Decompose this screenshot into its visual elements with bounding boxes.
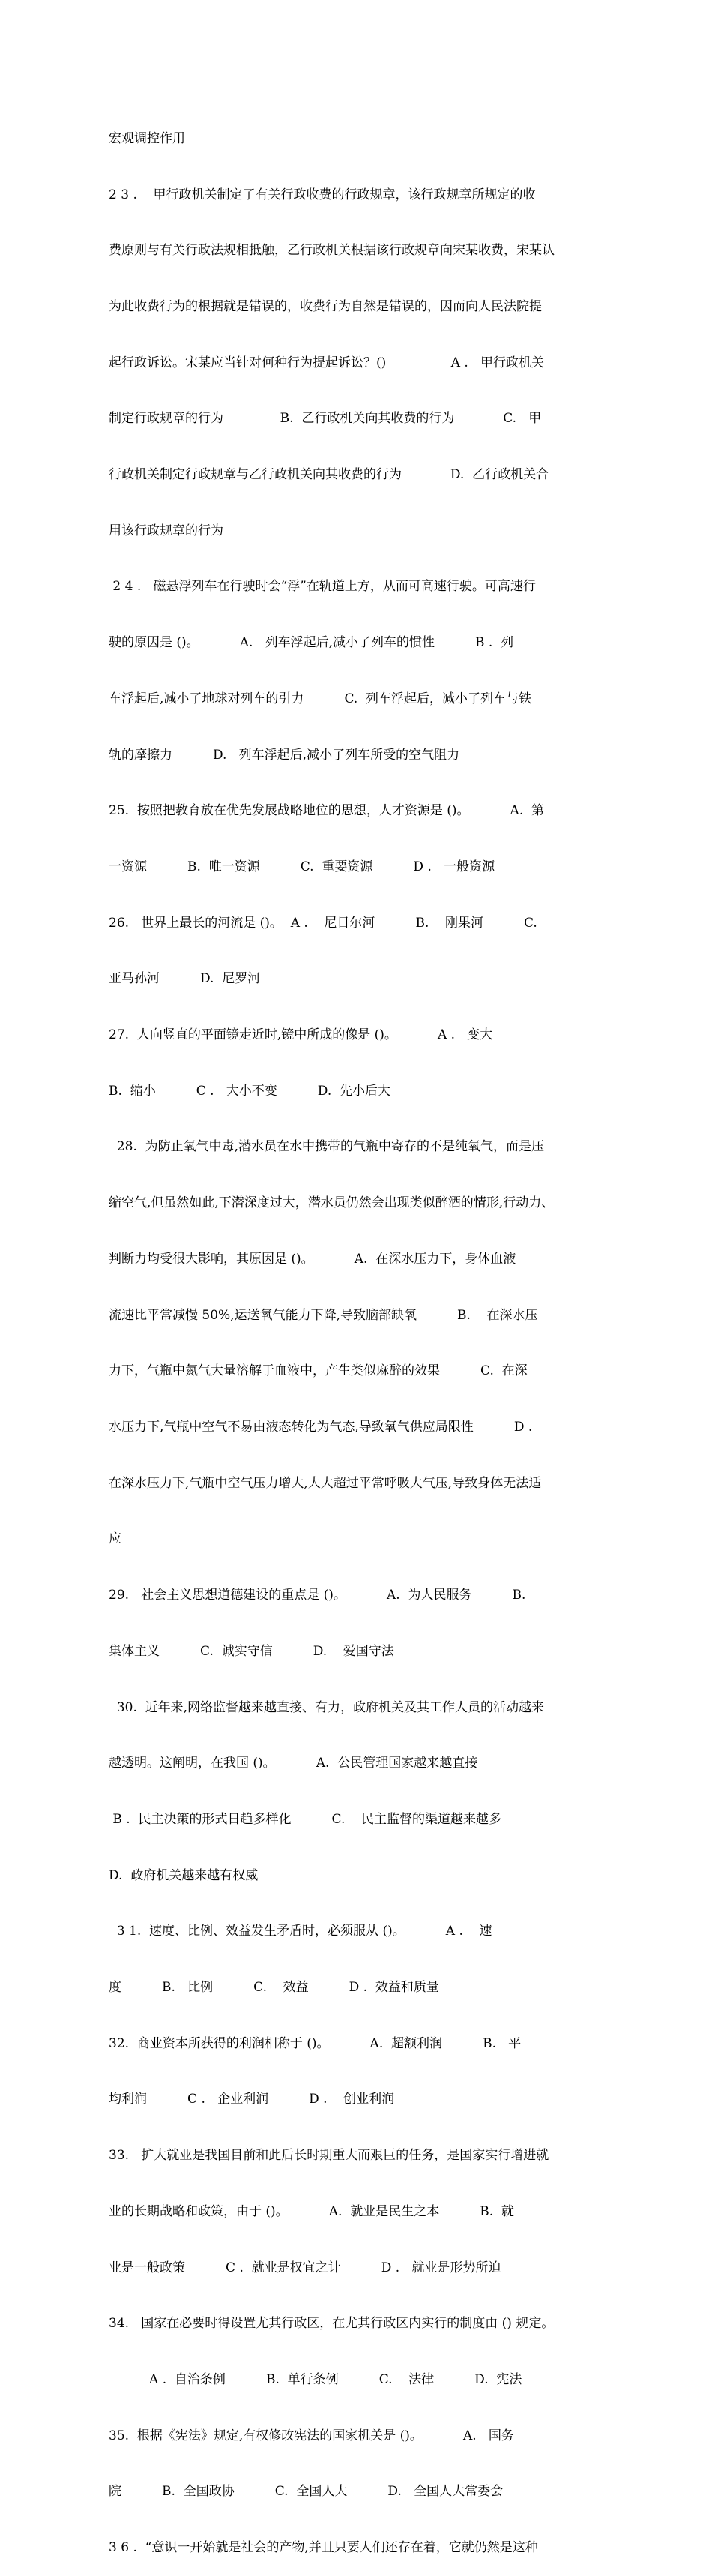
text-line: 为此收费行为的根据就是错误的，收费行为自然是错误的，因而向人民法院提 [109, 298, 542, 314]
text-line: 度 B. 比例 C. 效益 D . 效益和质量 [109, 1980, 439, 1996]
text-line: D. 政府机关越来越有权威 [109, 1867, 259, 1883]
text-line: 30. 近年来,网络监督越来越直接、有力，政府机关及其工作人员的活动越来 [109, 1699, 545, 1715]
text-line: 宏观调控作用 [109, 130, 185, 146]
text-line: 2 3 . 甲行政机关制定了有关行政收费的行政规章，该行政规章所规定的收 [109, 187, 536, 202]
document-page [109, 92, 607, 2576]
text-line: 27. 人向竖直的平面镜走近时,镜中所成的像是 ()。 A . 变大 [109, 1027, 493, 1043]
text-line: 25. 按照把教育放在优先发展战略地位的思想，人才资源是 ()。 A. 第 [109, 803, 545, 819]
text-line: 缩空气,但虽然如此,下潜深度过大，潜水员仍然会出现类似醉酒的情形,行动力、 [109, 1195, 555, 1211]
text-line: 起行政诉讼。宋某应当针对何种行为提起诉讼？() A . 甲行政机关 [109, 355, 545, 370]
text-line: 驶的原因是 ()。 A. 列车浮起后,减小了列车的惯性 B . 列 [109, 635, 514, 651]
text-line: 流速比平常减慢 50%,运送氧气能力下降,导致脑部缺氧 B. 在深水压 [109, 1307, 538, 1323]
text-line: 轨的摩擦力 D. 列车浮起后,减小了列车所受的空气阻力 [109, 747, 460, 763]
text-line: B . 民主决策的形式日趋多样化 C. 民主监督的渠道越来越多 [109, 1811, 501, 1827]
text-line: 28. 为防止氧气中毒,潜水员在水中携带的气瓶中寄存的不是纯氧气，而是压 [109, 1139, 545, 1155]
text-line: 越透明。这阐明，在我国 ()。 A. 公民管理国家越来越直接 [109, 1756, 478, 1771]
text-line: 力下，气瓶中氮气大量溶解于血液中，产生类似麻醉的效果 C. 在深 [109, 1363, 528, 1379]
text-line: 行政机关制定行政规章与乙行政机关向其收费的行为 D. 乙行政机关合 [109, 467, 549, 483]
text-line: 3 6 . “意识一开始就是社会的产物,并且只要人们还存在着，它就仍然是这种 [109, 2540, 538, 2556]
text-line: 院 B. 全国政协 C. 全国人大 D. 全国人大常委会 [109, 2484, 504, 2500]
text-line: 车浮起后,减小了地球对列车的引力 C. 列车浮起后，减小了列车与铁 [109, 691, 532, 706]
text-line: 34. 国家在必要时得设置尤其行政区，在尤其行政区内实行的制度由 () 规定。 [109, 2316, 555, 2332]
text-line: 集体主义 C. 诚实守信 D. 爱国守法 [109, 1643, 394, 1659]
text-line: 亚马孙河 D. 尼罗河 [109, 971, 261, 987]
text-line: 费原则与有关行政法规相抵触，乙行政机关根据该行政规章向宋某收费，宋某认 [109, 243, 555, 259]
text-line: 33. 扩大就业是我国目前和此后长时期重大而艰巨的任务，是国家实行增进就 [109, 2148, 549, 2164]
text-line: 2 4 . 磁悬浮列车在行驶时会“浮”在轨道上方，从而可高速行驶。可高速行 [109, 579, 536, 595]
text-line: 用该行政规章的行为 [109, 523, 223, 538]
text-line: 判断力均受很大影响，其原因是 ()。 A. 在深水压力下，身体血液 [109, 1251, 516, 1267]
text-line: 业是一般政策 C . 就业是权宜之计 D . 就业是形势所迫 [109, 2260, 501, 2275]
text-line: 一资源 B. 唯一资源 C. 重要资源 D . 一般资源 [109, 859, 495, 874]
text-line: 应 [109, 1531, 121, 1547]
text-line: A . 自治条例 B. 单行条例 C. 法律 D. 宪法 [109, 2371, 522, 2387]
text-line: 制定行政规章的行为 B. 乙行政机关向其收费的行为 C. 甲 [109, 411, 542, 427]
text-line: 水压力下,气瓶中空气不易由液态转化为气态,导致氧气供应局限性 D . [109, 1419, 533, 1435]
text-line: 29. 社会主义思想道德建设的重点是 ()。 A. 为人民服务 B. [109, 1588, 526, 1603]
text-line: 3 1. 速度、比例、效益发生矛盾时，必须服从 ()。 A . 速 [109, 1924, 492, 1939]
text-line: 均利润 C . 企业利润 D . 创业利润 [109, 2092, 395, 2107]
text-line: 业的长期战略和政策，由于 ()。 A. 就业是民生之本 B. 就 [109, 2203, 514, 2219]
text-line: 26. 世界上最长的河流是 ()。 A . 尼日尔河 B. 刚果河 C. [109, 915, 537, 931]
text-line: B. 缩小 C . 大小不变 D. 先小后大 [109, 1083, 391, 1099]
text-line: 35. 根据《宪法》规定,有权修改宪法的国家机关是 ()。 A. 国务 [109, 2428, 514, 2443]
text-line: 32. 商业资本所获得的利润相称于 ()。 A. 超额利润 B. 平 [109, 2035, 522, 2051]
text-line: 在深水压力下,气瓶中空气压力增大,大大超过平常呼吸大气压,导致身体无法适 [109, 1475, 542, 1491]
